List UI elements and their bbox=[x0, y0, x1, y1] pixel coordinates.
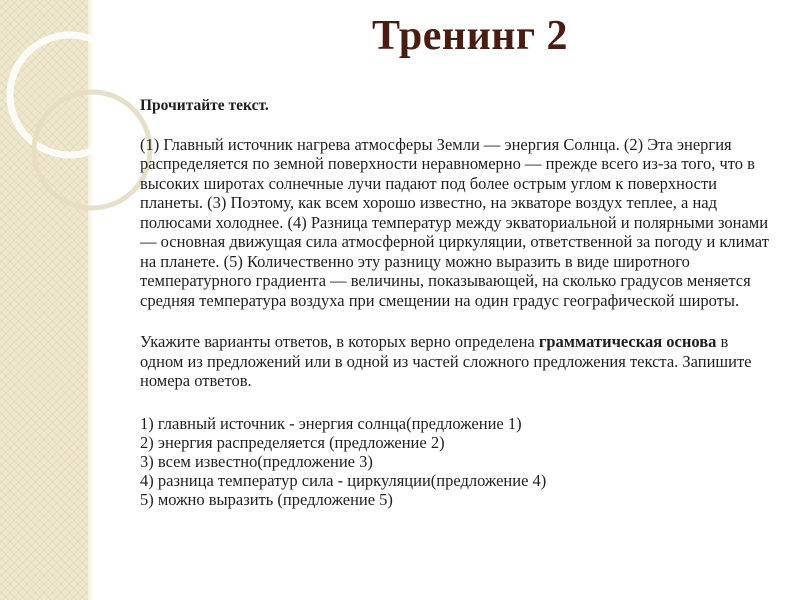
reading-passage: (1) Главный источник нагрева атмосферы Земли — энергия Солнца. (2) Эта энергия распределяется по земной поверхности неравномерно — прежде всего из-за того, что в высоких широтах солнечные лучи падают под более острым углом к поверхности планеты. (3) Поэтому, как всем хорошо известно, на экваторе воздух теплее, а над полюсами холоднее. (4) Разница температур между экваториальной и полярными зонами — основная движущая сила атмосферной циркуляции, ответственной за погоду и климат на планете. (5) Количественно эту разницу можно выразить в виде широтного температурного градиента — величины, показывающей, на сколько градусов меняется средняя температура воздуха при смещении на один градус географической широты. bbox=[140, 134, 769, 310]
answer-option: 5) можно выразить (предложение 5) bbox=[140, 489, 393, 509]
answer-option: 1) главный источник - энергия солнца(предложение 1) bbox=[140, 413, 522, 433]
answer-option: 4) разница температур сила - циркуляции(предложение 4) bbox=[140, 470, 547, 490]
instruction-heading: Прочитайте текст. bbox=[140, 97, 269, 114]
answer-option: 3) всем известно(предложение 3) bbox=[140, 451, 373, 471]
task-text-after: в одном из предложений или в одной из частей сложного предложения текста. Запишите номера ответов. bbox=[140, 332, 752, 390]
slide-content bbox=[140, 96, 770, 509]
answer-option: 2) энергия распределяется (предложение 2) bbox=[140, 432, 445, 452]
answer-options bbox=[140, 414, 770, 509]
slide-title: Тренинг 2 bbox=[371, 13, 569, 59]
task-statement bbox=[140, 332, 770, 391]
task-text-bold: грамматическая основа bbox=[538, 332, 717, 351]
task-text-before: Укажите варианты ответов, в которых верно определена bbox=[140, 332, 539, 351]
